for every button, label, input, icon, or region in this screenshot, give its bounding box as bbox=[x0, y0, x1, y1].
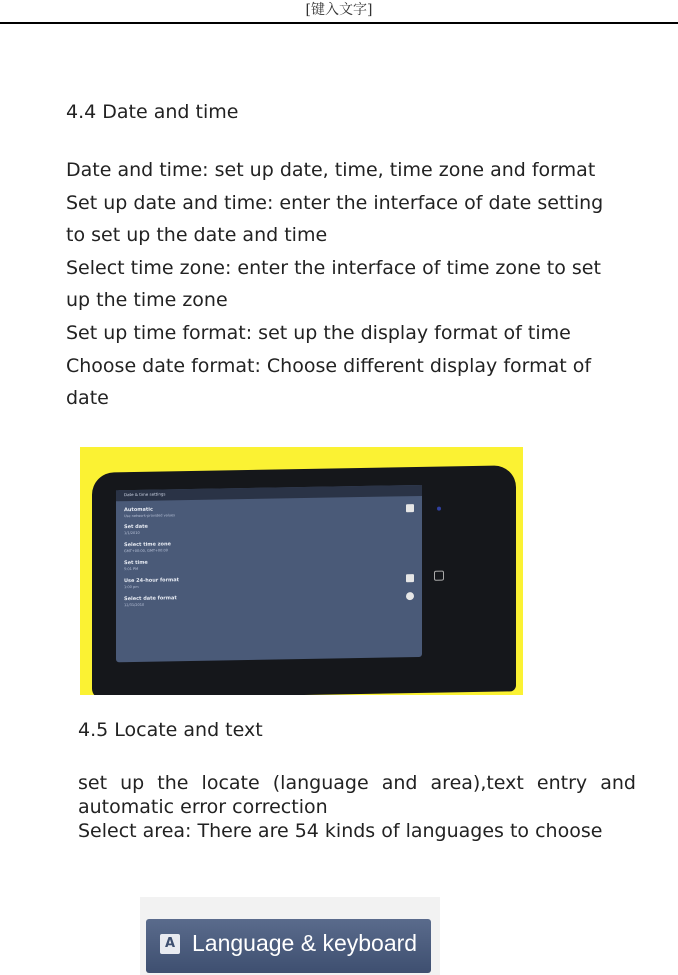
radio-icon bbox=[406, 592, 414, 600]
text-line: up the time zone bbox=[66, 289, 228, 312]
section-heading-date-time: 4.4 Date and time bbox=[66, 101, 239, 123]
camera-icon bbox=[437, 507, 441, 511]
text-line: Date and time: set up date, time, time zone and format bbox=[66, 159, 596, 181]
screen-item-label: Set date bbox=[124, 523, 148, 531]
screen-item-sub: GMT+00:00, GMT+00:00 bbox=[124, 548, 169, 554]
text-line: date bbox=[66, 387, 109, 410]
status-bar bbox=[116, 485, 422, 501]
tablet-screen bbox=[116, 485, 422, 662]
home-button-icon bbox=[434, 571, 444, 581]
screen-item-label: Select date format bbox=[124, 595, 177, 603]
screen-title: Date & time settings bbox=[124, 491, 166, 498]
language-keyboard-screenshot bbox=[140, 897, 440, 975]
language-keyboard-button[interactable] bbox=[146, 919, 431, 973]
text-line: Select area: There are 54 kinds of languages to choose bbox=[78, 820, 603, 842]
text-line: Set up time format: set up the display format of time bbox=[66, 321, 571, 344]
screen-item-label: Select time zone bbox=[124, 541, 171, 549]
screen-item-sub: 1:00 pm bbox=[124, 584, 139, 590]
screen-item-sub: 12/31/2010 bbox=[124, 602, 145, 608]
screen-item-label: Set time bbox=[124, 559, 148, 567]
text-line: Select time zone: enter the interface of time zone to set bbox=[66, 256, 601, 279]
screen-item-sub: 5:01 PM bbox=[124, 566, 139, 572]
checkbox-icon bbox=[406, 504, 414, 512]
screen-item-sub: Use network-provided values bbox=[124, 513, 175, 519]
locate-text-description bbox=[78, 771, 636, 843]
page-header: [键入文字] bbox=[0, 0, 678, 24]
tablet-date-time-photo bbox=[80, 447, 523, 695]
language-icon: A bbox=[160, 934, 180, 954]
date-time-description bbox=[66, 154, 636, 415]
text-line: set up the locate (language and area),text entry and bbox=[78, 772, 636, 794]
text-line: to set up the date and time bbox=[66, 224, 328, 247]
language-keyboard-label: Language & keyboard bbox=[192, 930, 418, 956]
section-heading-locate-text: 4.5 Locate and text bbox=[78, 719, 263, 741]
tablet-device bbox=[92, 465, 516, 695]
text-line: Choose date format: Choose different display format of bbox=[66, 354, 592, 377]
text-line: automatic error correction bbox=[78, 796, 328, 818]
screen-item-label: Automatic bbox=[124, 506, 153, 514]
checkbox-icon bbox=[406, 574, 414, 582]
text-line: Set up date and time: enter the interface of date setting bbox=[66, 191, 604, 214]
screen-item-sub: 1/1/2010 bbox=[124, 530, 140, 536]
screen-item-label: Use 24-hour format bbox=[124, 577, 180, 585]
